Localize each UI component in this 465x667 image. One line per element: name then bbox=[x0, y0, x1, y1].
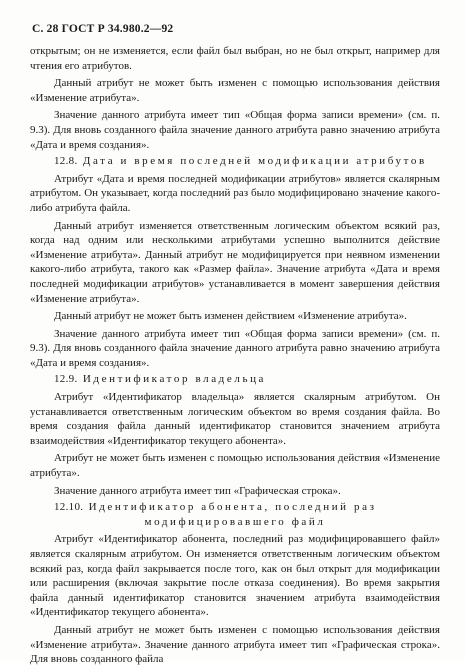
section-number: 12.9. bbox=[54, 373, 78, 386]
paragraph: Значение данного атрибута имеет тип «Общая форма записи времени» (см. п. 9.3). Для вновь созданного файла значение данного атрибута равно значению атрибута «Дата и время создания». bbox=[30, 109, 440, 151]
section-heading bbox=[30, 500, 440, 529]
paragraph: Данный атрибут не может быть изменен с помощью использования действия «Изменение атрибута». Значение данного атрибута имеет тип «Графическая строка». Для вновь созданного файла bbox=[30, 623, 440, 666]
document-body bbox=[30, 44, 440, 667]
paragraph: Атрибут не может быть изменен с помощью использования действия «Изменение атрибута». bbox=[30, 452, 440, 480]
page-header: С. 28 ГОСТ Р 34.980.2—92 bbox=[32, 23, 174, 35]
section-title: Дата и время последней модификации атрибутов bbox=[82, 155, 427, 168]
section-number: 12.10. bbox=[54, 501, 84, 514]
paragraph: Значение данного атрибута имеет тип «Общая форма записи времени» (см. п. 9.3). Для вновь созданного файла значение данного атрибута равно значению атрибута «Дата и время создания». bbox=[30, 327, 440, 369]
paragraph: Данный атрибут изменяется ответственным логическим объектом всякий раз, когда над одним или несколькими атрибутами успешно выполнится действие «Изменение атрибута». Данный атрибут не модифицируется при неявном изменении какого-либо атрибута, такого как «Размер файла». Значение атрибута «Дата и время последней модификации атрибутов» устанавливается в момент завершения действия «Изменение атрибута». bbox=[30, 219, 440, 305]
section-number: 12.8. bbox=[54, 155, 78, 168]
paragraph: Данный атрибут не может быть изменен действием «Изменение атрибута». bbox=[54, 310, 407, 323]
paragraph-continuation: открытым; он не изменяется, если файл был выбран, но не был открыт, например для чтения его атрибутов. bbox=[30, 45, 440, 72]
paragraph: Атрибут «Дата и время последней модификации атрибутов» является скалярным атрибутом. Он указывает, когда последний раз было модифицировано значение какого-либо атрибута файла. bbox=[30, 172, 440, 214]
paragraph: Значение данного атрибута имеет тип «Графическая строка». bbox=[54, 484, 341, 497]
section-title-line bbox=[30, 500, 440, 515]
paragraph: Атрибут «Идентификатор владельца» является скалярным атрибутом. Он устанавливается ответственным логическим объектом во время создания файла. Во время создания файла данный идентификатор становится значением атрибута взаимодействия «Идентификатор текущего абонента». bbox=[30, 391, 440, 447]
paragraph: Атрибут «Идентификатор абонента, последний раз модифицировавшего файл» является скалярным атрибутом. Он изменяется ответственным логическим объектом всякий раз, когда файл закрывается после того, как он был открыт для модификации или расширения (включая закрытие после отказа соединения). Во время закрытия файла данный идентификатор становится значением атрибута взаимодействия «Идентификатор текущего абонента». bbox=[30, 533, 440, 619]
section-title: Идентификатор абонента, последний раз bbox=[88, 501, 377, 514]
section-heading bbox=[30, 372, 440, 387]
section-title: Идентификатор владельца bbox=[82, 373, 267, 386]
section-heading bbox=[30, 154, 440, 169]
paragraph: Данный атрибут не может быть изменен с помощью использования действия «Изменение атрибута». bbox=[30, 77, 440, 104]
section-title-continued: модифицировавшего файл bbox=[144, 515, 326, 528]
